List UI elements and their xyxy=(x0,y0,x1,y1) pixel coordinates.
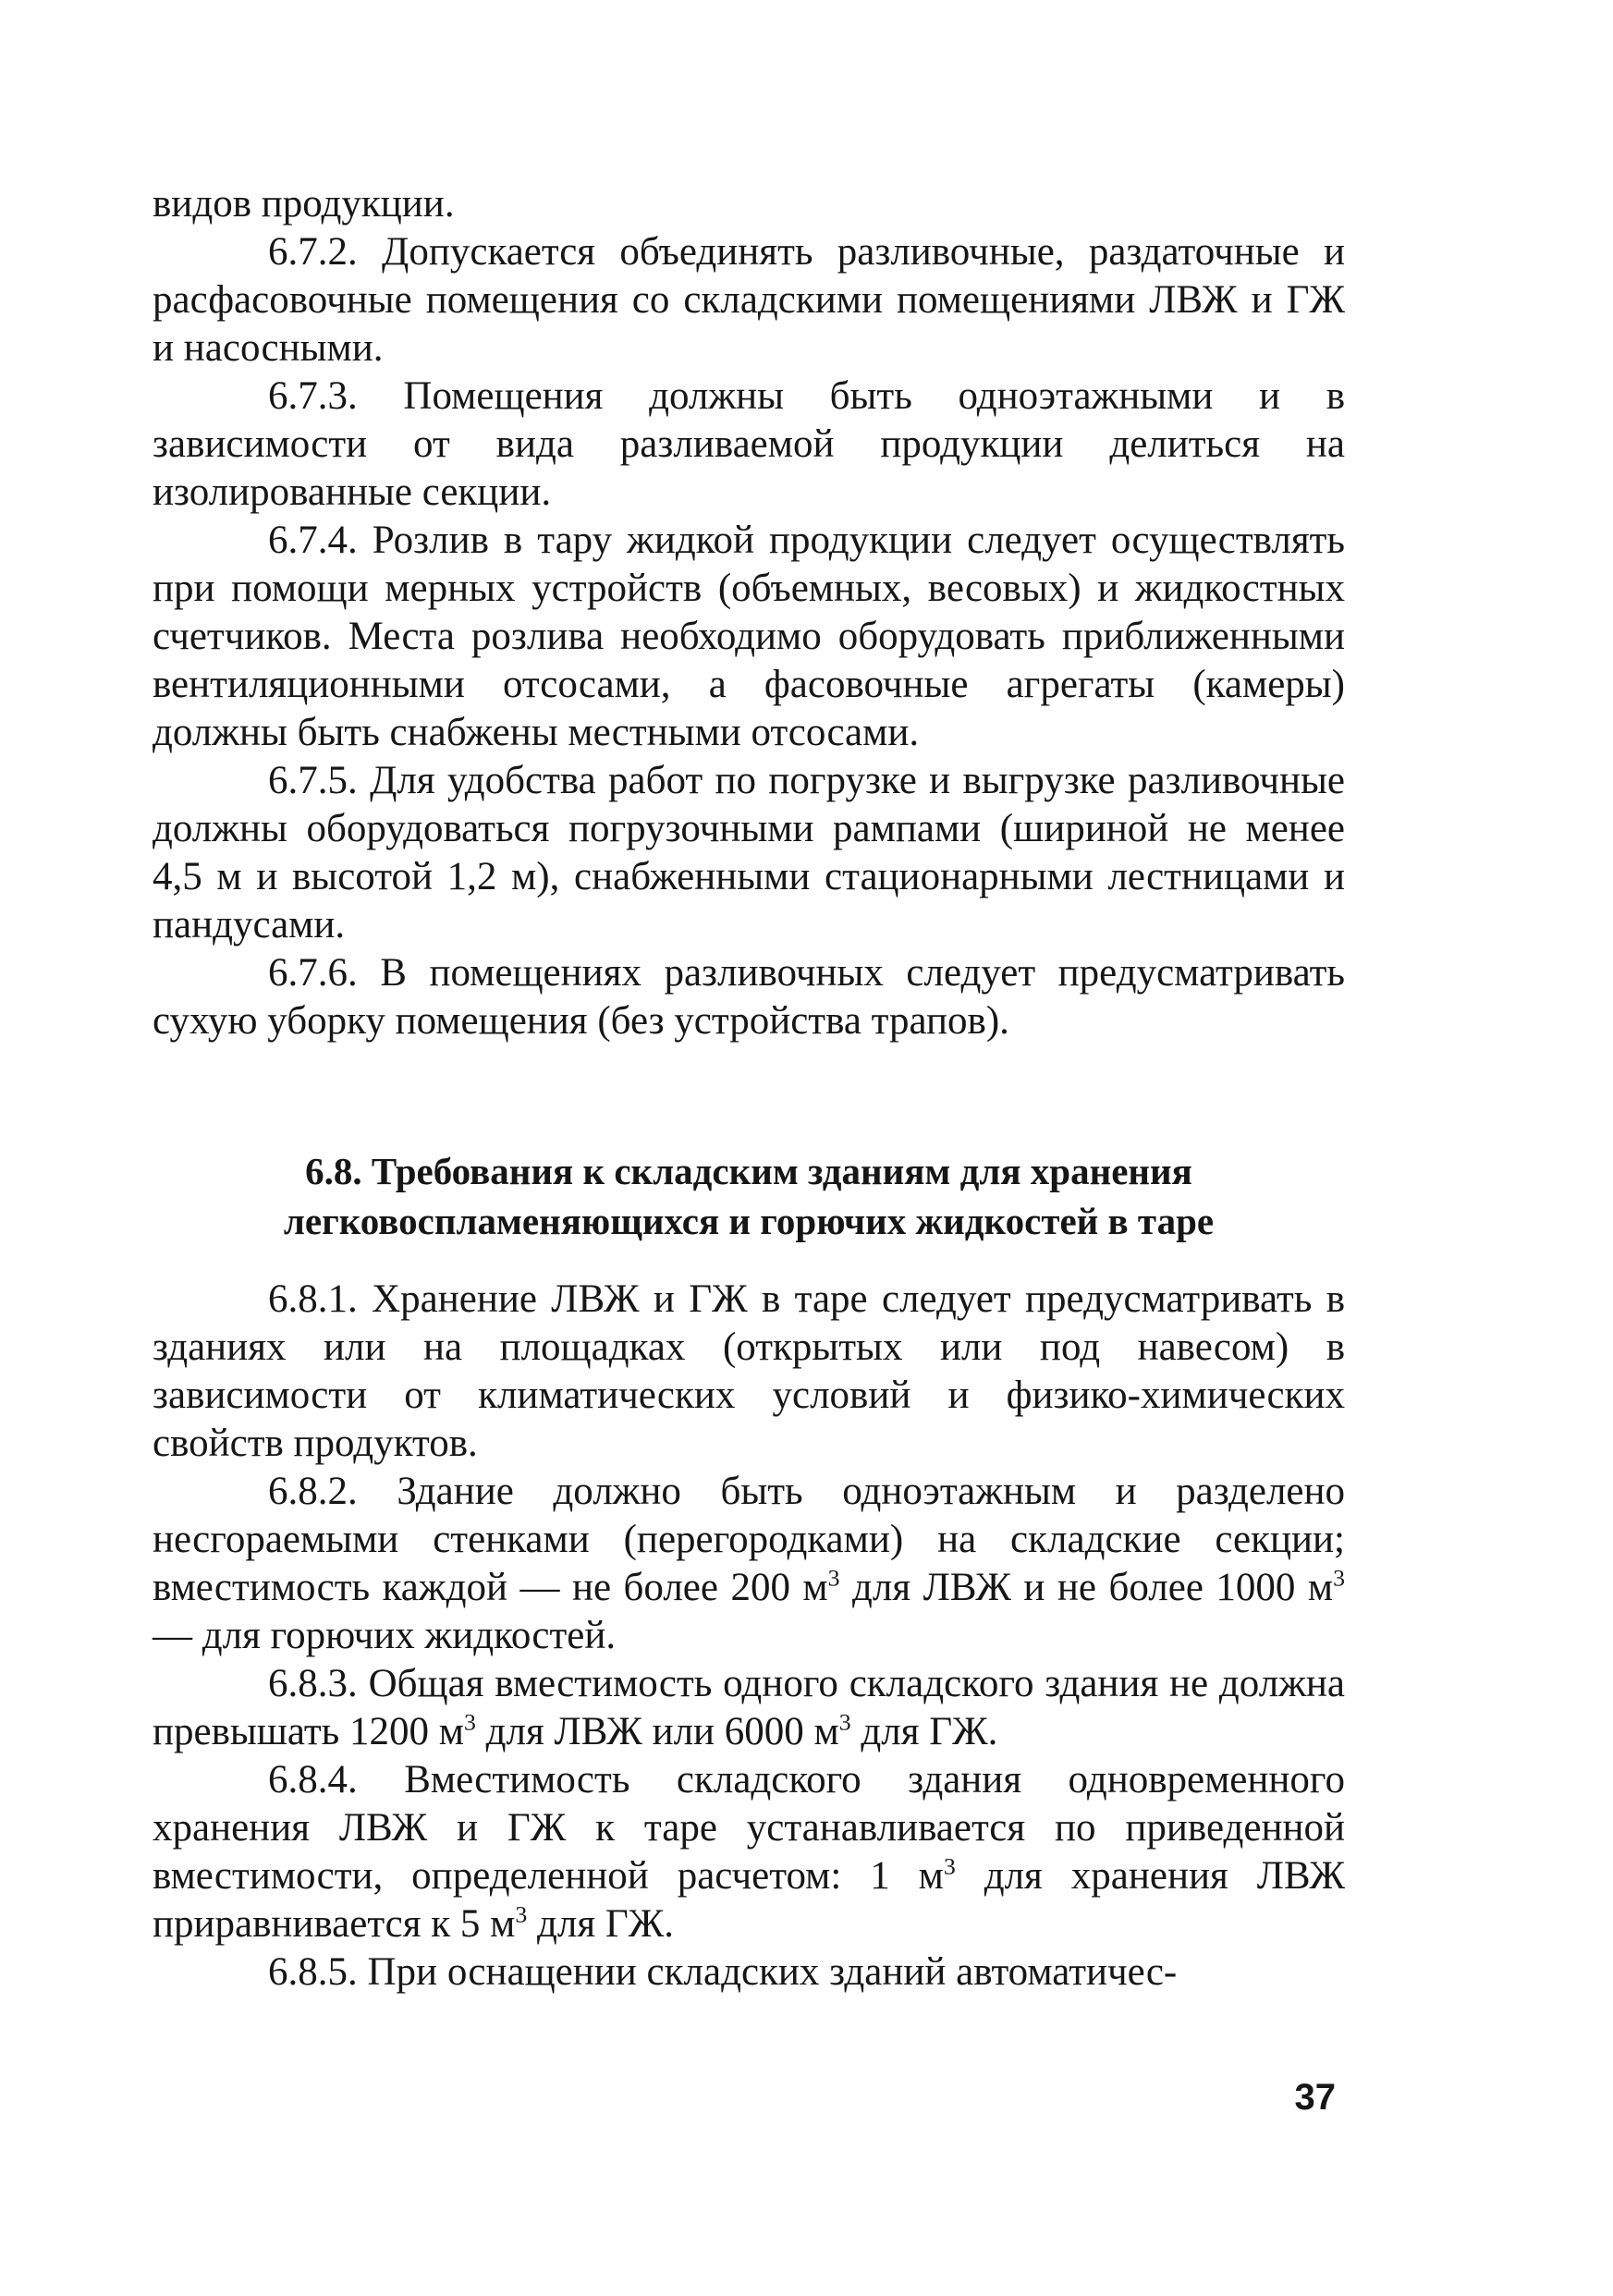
clause-text-part: — для горючих жидкостей. xyxy=(153,1614,617,1657)
paragraph-6-7-5 xyxy=(153,757,1345,949)
paragraph-6-7-6 xyxy=(153,949,1345,1045)
clause-text: Розлив в тару жидкой продукции следует осуществлять при помощи мерных устройств (объемных, весовых) и жидкостных счетчиков. Места розлива необходимо оборудовать приближенными вентиляционными отсосами, а фасовочные агрегаты (камеры) должны быть снабжены местными отсосами. xyxy=(153,519,1346,754)
clause-text-part: для ГЖ. xyxy=(527,1902,675,1946)
superscript-3: 3 xyxy=(838,1708,851,1736)
clause-number: 6.7.3. xyxy=(268,374,358,418)
clause-text: Помещения должны быть одноэтажными и в зависимости от вида разливаемой продукции делиться на изолированные секции. xyxy=(153,374,1346,514)
heading-line-1: 6.8. Требования к складским зданиям для хранения xyxy=(305,1150,1192,1192)
clause-text-part: для хранения ЛВЖ приравнивается к 5 м xyxy=(153,1854,1345,1946)
superscript-3: 3 xyxy=(515,1900,528,1928)
clause-number: 6.7.5. xyxy=(268,759,358,802)
clause-text-part: Здание должно быть одноэтажным и разделено несгораемыми стенками (перегородками) на складские секции; вместимость каждой — не более 200 м xyxy=(153,1470,1345,1609)
paragraph-6-8-1 xyxy=(153,1276,1345,1468)
clause-number: 6.7.6. xyxy=(268,951,358,995)
clause-text-part: для ГЖ. xyxy=(850,1710,998,1753)
paragraph-6-8-2 xyxy=(153,1468,1345,1660)
clause-text: Для удобства работ по погрузке и выгрузке разливочные должны оборудоваться погрузочными рампами (шириной не менее 4,5 м и высотой 1,2 м), снабженными стационарными лестницами и пандусами. xyxy=(153,759,1345,946)
paragraph-continuation: видов продукции. xyxy=(153,182,455,226)
clause-number: 6.7.2. xyxy=(268,230,358,274)
clause-text: При оснащении складских зданий автоматичес- xyxy=(367,1950,1178,1994)
clause-text: Допускается объединять разливочные, раздаточные и расфасовочные помещения со складскими помещениями ЛВЖ и ГЖ и насосными. xyxy=(153,230,1345,370)
section-6-8-text xyxy=(153,1276,1345,1997)
superscript-3: 3 xyxy=(827,1564,840,1592)
clause-text: В помещениях разливочных следует предусматривать сухую уборку помещения (без устройства трапов). xyxy=(153,951,1345,1043)
clause-text-part: для ЛВЖ или 6000 м xyxy=(475,1710,839,1753)
superscript-3: 3 xyxy=(1333,1564,1345,1592)
paragraph-6-7-4 xyxy=(153,517,1345,757)
clause-text-part: Вместимость складского здания одновременного хранения ЛВЖ и ГЖ к таре устанавливается по приведенной вместимости, определенной расчетом: 1 м xyxy=(153,1758,1345,1898)
page-number: 37 xyxy=(1294,2077,1336,2118)
clause-number: 6.8.1. xyxy=(268,1277,358,1321)
clause-number: 6.8.2. xyxy=(268,1470,358,1513)
paragraph-6-8-5 xyxy=(153,1948,1345,1997)
paragraph-6-7-2 xyxy=(153,228,1345,372)
clause-text-part: Общая вместимость одного складского здания не должна превышать 1200 м xyxy=(153,1662,1346,1753)
section-6-7-text xyxy=(153,180,1345,1045)
clause-number: 6.8.5. xyxy=(268,1950,358,1994)
section-6-8-heading xyxy=(153,1146,1345,1246)
paragraph-6-7-3 xyxy=(153,372,1345,517)
heading-line-2: легковоспламеняющихся и горючих жидкостей в таре xyxy=(283,1200,1215,1242)
superscript-3: 3 xyxy=(464,1708,476,1736)
paragraph-6-8-3 xyxy=(153,1660,1345,1756)
clause-text: Хранение ЛВЖ и ГЖ в таре следует предусматривать в зданиях или на площадках (открытых или под навесом) в зависимости от климатических условий и физико-химических свойств продуктов. xyxy=(153,1277,1345,1465)
clause-number: 6.8.4. xyxy=(268,1758,358,1801)
clause-number: 6.7.4. xyxy=(268,519,358,562)
paragraph-6-8-4 xyxy=(153,1756,1345,1948)
superscript-3: 3 xyxy=(943,1852,956,1880)
clause-number: 6.8.3. xyxy=(268,1662,358,1705)
clause-text-part: для ЛВЖ и не более 1000 м xyxy=(839,1566,1334,1609)
